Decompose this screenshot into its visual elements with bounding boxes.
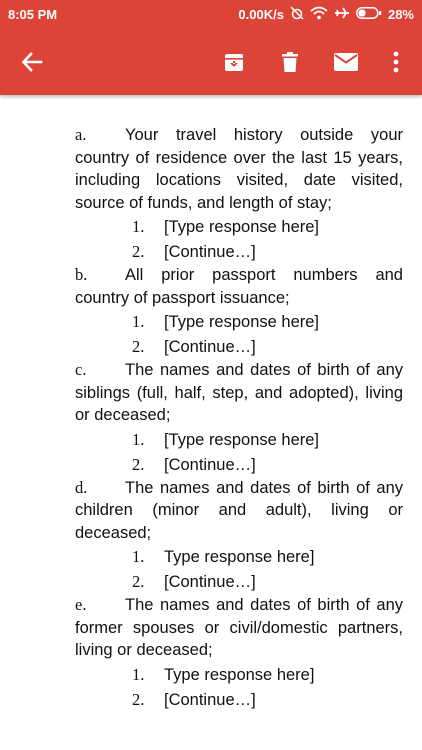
response-line [75,334,403,359]
response-number: 1. [132,312,145,331]
document-item-a [75,124,403,214]
response-number: 2. [132,242,145,261]
response-text: [Type response here] [164,430,320,449]
mail-icon[interactable] [330,46,362,78]
response-text: [Continue…] [164,690,256,709]
response-line [75,687,403,712]
back-arrow-icon[interactable] [16,46,48,78]
airplane-icon [334,6,350,23]
item-text: The names and dates of birth of any former spouses or civil/domestic partners, living or deceased; [75,596,403,659]
app-bar [0,0,422,95]
response-text: [Continue…] [164,243,256,261]
status-bar [0,0,422,30]
response-line [75,544,403,569]
response-text: [Type response here] [164,218,320,236]
document-item-c [75,359,403,427]
response-line [75,569,403,594]
battery-percent: 28% [387,7,414,22]
response-text: Type response here] [164,665,315,684]
response-number: 1. [132,547,145,566]
toolbar [0,30,422,95]
response-line [75,662,403,687]
item-letter: d. [75,477,88,497]
more-vert-icon[interactable] [380,46,412,78]
response-number: 2. [132,454,145,474]
response-number: 1. [132,664,145,684]
item-text: The names and dates of birth of any children (minor and adult), living or deceased; [75,478,403,542]
response-text: Type response here] [164,548,315,566]
response-line [75,452,403,477]
item-letter: a. [75,125,87,144]
document-item-d [75,477,403,545]
response-text: [Continue…] [164,455,256,474]
item-text: The names and dates of birth of any siblings (full, half, step, and adopted), living or deceased; [75,361,403,424]
wifi-icon [310,6,328,23]
response-number: 2. [132,337,145,356]
network-speed: 0.00K/s [238,7,284,22]
response-number: 2. [132,689,145,709]
status-icons [232,6,414,23]
item-letter: b. [75,265,88,284]
response-line [75,214,403,239]
response-number: 1. [132,429,145,449]
document-body [75,124,403,712]
item-text: All prior passport numbers and country of passport issuance; [75,266,403,307]
battery-icon [356,7,382,22]
response-line [75,309,403,334]
response-number: 1. [132,217,145,236]
response-text: [Type response here] [164,313,320,331]
response-text: [Continue…] [164,573,256,591]
archive-icon[interactable] [218,46,250,78]
response-line [75,427,403,452]
item-letter: e. [75,595,87,614]
delete-icon[interactable] [274,46,306,78]
response-number: 2. [132,572,145,591]
item-letter: c. [75,360,87,379]
alarm-off-icon [290,6,304,23]
document-item-b [75,264,403,309]
response-line [75,239,403,264]
document-item-e [75,594,403,662]
response-text: [Continue…] [164,338,256,356]
item-text: Your travel history outside your country of residence over the last 15 years, including locations visited, date visited, source of funds, and length of stay; [75,126,403,212]
status-time: 8:05 PM [8,7,58,22]
